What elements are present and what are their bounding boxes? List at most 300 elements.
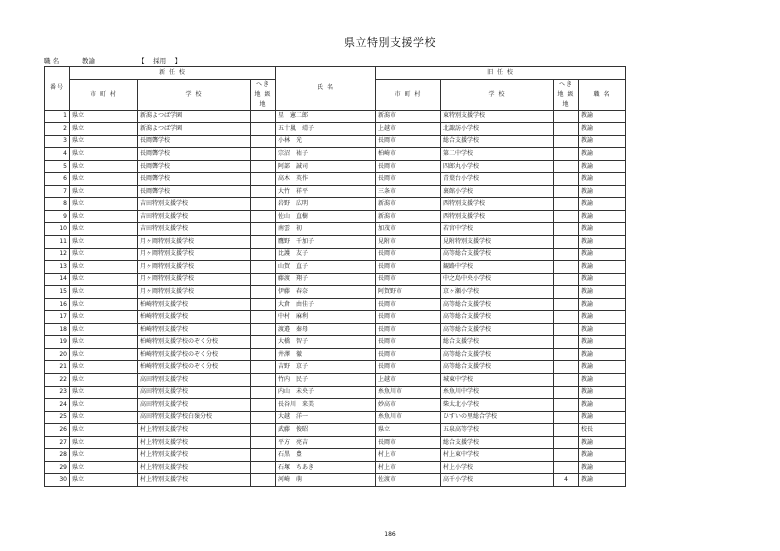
old-city: 長岡市 [376, 160, 441, 173]
new-school: 村上特別支援学校 [138, 474, 251, 487]
old-hekichi [554, 386, 579, 399]
table-row [45, 173, 626, 186]
new-hekichi [251, 374, 276, 387]
new-school: 新潟よつば学園 [138, 123, 251, 136]
old-school: 村上東中学校 [441, 449, 554, 462]
old-hekichi [554, 236, 579, 249]
old-hekichi [554, 261, 579, 274]
old-position: 教諭 [579, 336, 626, 349]
person-name: 阿部 誠司 [276, 160, 376, 173]
old-city: 村上市 [376, 461, 441, 474]
new-hekichi [251, 236, 276, 249]
row-number: 28 [45, 449, 70, 462]
new-hekichi [251, 399, 276, 412]
old-school: 東特別支援学校 [441, 110, 554, 123]
table-row [45, 386, 626, 399]
row-number: 13 [45, 261, 70, 274]
old-school: 西特別支援学校 [441, 198, 554, 211]
person-name: 河崎 萌 [276, 474, 376, 487]
old-hekichi [554, 374, 579, 387]
old-hekichi [554, 273, 579, 286]
header-new-city: 市 町 村 [70, 79, 138, 110]
old-position: 教諭 [579, 361, 626, 374]
person-name: 五十嵐 靖子 [276, 123, 376, 136]
personnel-table [44, 66, 626, 487]
new-city: 県立 [70, 399, 138, 412]
new-school: 柏崎特別支援学校 [138, 311, 251, 324]
old-school: 中之島中央小学校 [441, 273, 554, 286]
new-city: 県立 [70, 148, 138, 161]
new-hekichi [251, 336, 276, 349]
old-city: 長岡市 [376, 298, 441, 311]
old-position: 教諭 [579, 148, 626, 161]
old-hekichi [554, 436, 579, 449]
row-number: 7 [45, 185, 70, 198]
old-school: 総合支援学校 [441, 135, 554, 148]
header-bango: 番号 [45, 67, 70, 111]
row-number: 24 [45, 399, 70, 412]
old-position: 教諭 [579, 286, 626, 299]
new-city: 県立 [70, 273, 138, 286]
table-row [45, 399, 626, 412]
header-old-school: 学 校 [441, 79, 554, 110]
old-school: 観路中学校 [441, 261, 554, 274]
new-school: 月ヶ岡特別支援学校 [138, 273, 251, 286]
header-new-school: 学 校 [138, 79, 251, 110]
person-name: 竹内 民子 [276, 374, 376, 387]
old-hekichi [554, 424, 579, 437]
new-city: 県立 [70, 361, 138, 374]
row-number: 2 [45, 123, 70, 136]
old-hekichi [554, 361, 579, 374]
old-city: 長岡市 [376, 261, 441, 274]
old-city: 長岡市 [376, 173, 441, 186]
old-school: 裏館小学校 [441, 185, 554, 198]
new-hekichi [251, 461, 276, 474]
table-row [45, 135, 626, 148]
old-position: 教諭 [579, 474, 626, 487]
old-hekichi [554, 311, 579, 324]
new-hekichi [251, 123, 276, 136]
new-city: 県立 [70, 374, 138, 387]
old-position: 教諭 [579, 323, 626, 336]
old-city: 新潟市 [376, 210, 441, 223]
row-number: 29 [45, 461, 70, 474]
new-city: 県立 [70, 160, 138, 173]
old-hekichi [554, 223, 579, 236]
new-school: 吉田特別支援学校 [138, 198, 251, 211]
new-school: 高田特別支援学校 [138, 374, 251, 387]
old-position: 教諭 [579, 386, 626, 399]
old-hekichi [554, 298, 579, 311]
old-school: 高等総合支援学校 [441, 311, 554, 324]
old-position: 教諭 [579, 348, 626, 361]
new-city: 県立 [70, 110, 138, 123]
row-number: 26 [45, 424, 70, 437]
old-position: 教諭 [579, 374, 626, 387]
new-hekichi [251, 474, 276, 487]
new-city: 県立 [70, 123, 138, 136]
new-school: 柏崎特別支援学校のぞく分校 [138, 361, 251, 374]
old-position: 教諭 [579, 236, 626, 249]
row-number: 30 [45, 474, 70, 487]
old-city: 三条市 [376, 185, 441, 198]
new-hekichi [251, 386, 276, 399]
old-hekichi [554, 135, 579, 148]
old-school: 見附特別支援学校 [441, 236, 554, 249]
row-number: 27 [45, 436, 70, 449]
row-number: 18 [45, 323, 70, 336]
new-school: 柏崎特別支援学校のぞく分校 [138, 348, 251, 361]
row-number: 14 [45, 273, 70, 286]
person-name: 石塚 ちあき [276, 461, 376, 474]
page-number: 186 [384, 531, 396, 538]
person-name: 宗沼 祐子 [276, 148, 376, 161]
person-name: 星 憲二郎 [276, 110, 376, 123]
new-hekichi [251, 424, 276, 437]
old-school: 村上小学校 [441, 461, 554, 474]
new-city: 県立 [70, 386, 138, 399]
person-name: 高木 英作 [276, 173, 376, 186]
person-name: 伊藤 春奈 [276, 286, 376, 299]
new-school: 長岡聾学校 [138, 148, 251, 161]
new-city: 県立 [70, 311, 138, 324]
old-school: ひすいの里総合学校 [441, 411, 554, 424]
new-hekichi [251, 348, 276, 361]
new-hekichi [251, 323, 276, 336]
new-hekichi [251, 449, 276, 462]
header-old-hekichi: へき地 級 地 [554, 79, 579, 110]
new-city: 県立 [70, 436, 138, 449]
table-row [45, 273, 626, 286]
old-city: 上越市 [376, 123, 441, 136]
person-name: 井澤 徹 [276, 348, 376, 361]
table-row [45, 160, 626, 173]
old-city: 佐渡市 [376, 474, 441, 487]
old-hekichi [554, 123, 579, 136]
old-hekichi [554, 399, 579, 412]
new-school: 吉田特別支援学校 [138, 210, 251, 223]
old-city: 新潟市 [376, 198, 441, 211]
old-city: 県立 [376, 424, 441, 437]
old-school: 高等総合支援学校 [441, 298, 554, 311]
new-city: 県立 [70, 336, 138, 349]
person-name: 岩野 広明 [276, 198, 376, 211]
row-number: 19 [45, 336, 70, 349]
new-school: 月ヶ岡特別支援学校 [138, 236, 251, 249]
new-school: 高田特別支援学校白嶺分校 [138, 411, 251, 424]
new-hekichi [251, 436, 276, 449]
row-number: 23 [45, 386, 70, 399]
old-city: 長岡市 [376, 135, 441, 148]
table-row [45, 361, 626, 374]
row-number: 1 [45, 110, 70, 123]
old-hekichi [554, 148, 579, 161]
row-number: 10 [45, 223, 70, 236]
header-old-position: 職 名 [579, 79, 626, 110]
old-position: 教諭 [579, 449, 626, 462]
old-position: 教諭 [579, 311, 626, 324]
person-name: 小林 光 [276, 135, 376, 148]
new-school: 新潟よつば学園 [138, 110, 251, 123]
new-hekichi [251, 298, 276, 311]
table-row [45, 311, 626, 324]
row-number: 4 [45, 148, 70, 161]
old-city: 長岡市 [376, 248, 441, 261]
new-city: 県立 [70, 411, 138, 424]
table-row [45, 298, 626, 311]
old-school: 柴太北小学校 [441, 399, 554, 412]
new-city: 県立 [70, 298, 138, 311]
old-city: 糸魚川市 [376, 386, 441, 399]
row-number: 5 [45, 160, 70, 173]
old-hekichi [554, 185, 579, 198]
new-hekichi [251, 198, 276, 211]
old-hekichi [554, 461, 579, 474]
shokumei-label: 職 名 [44, 57, 60, 65]
table-row [45, 374, 626, 387]
new-city: 県立 [70, 135, 138, 148]
new-school: 長岡聾学校 [138, 160, 251, 173]
new-school: 村上特別支援学校 [138, 424, 251, 437]
old-school: 高千小学校 [441, 474, 554, 487]
table-row [45, 261, 626, 274]
old-hekichi [554, 110, 579, 123]
table-row [45, 348, 626, 361]
new-city: 県立 [70, 348, 138, 361]
new-hekichi [251, 110, 276, 123]
table-row [45, 210, 626, 223]
table-row [45, 248, 626, 261]
old-school: 高等総合支援学校 [441, 323, 554, 336]
row-number: 16 [45, 298, 70, 311]
new-hekichi [251, 148, 276, 161]
header-old-city: 市 町 村 [376, 79, 441, 110]
table-row [45, 474, 626, 487]
person-name: 内山 未央子 [276, 386, 376, 399]
old-school: 青葉台小学校 [441, 173, 554, 186]
old-school: 総合支援学校 [441, 336, 554, 349]
table-row [45, 449, 626, 462]
old-position: 教諭 [579, 261, 626, 274]
new-school: 柏崎特別支援学校のぞく分校 [138, 336, 251, 349]
new-city: 県立 [70, 223, 138, 236]
old-city: 長岡市 [376, 436, 441, 449]
new-city: 県立 [70, 474, 138, 487]
person-name: 大橋 智子 [276, 336, 376, 349]
page-title: 県立特別支援学校 [344, 36, 436, 49]
new-school: 長岡聾学校 [138, 185, 251, 198]
person-name: 大倉 由佳子 [276, 298, 376, 311]
old-hekichi [554, 210, 579, 223]
row-number: 9 [45, 210, 70, 223]
old-city: 上越市 [376, 374, 441, 387]
person-name: 山賀 直子 [276, 261, 376, 274]
new-city: 県立 [70, 323, 138, 336]
table-row [45, 323, 626, 336]
old-city: 長岡市 [376, 336, 441, 349]
table-row [45, 123, 626, 136]
new-school: 高田特別支援学校 [138, 386, 251, 399]
table-row [45, 185, 626, 198]
new-hekichi [251, 160, 276, 173]
row-number: 11 [45, 236, 70, 249]
new-hekichi [251, 261, 276, 274]
old-position: 教諭 [579, 210, 626, 223]
old-position: 教諭 [579, 436, 626, 449]
new-city: 県立 [70, 261, 138, 274]
old-position: 教諭 [579, 135, 626, 148]
person-name: 藤渡 翔子 [276, 273, 376, 286]
new-school: 長岡聾学校 [138, 135, 251, 148]
old-city: 柏崎市 [376, 148, 441, 161]
old-hekichi: 4 [554, 474, 579, 487]
table-row [45, 198, 626, 211]
person-name: 比護 友子 [276, 248, 376, 261]
table-row [45, 411, 626, 424]
new-hekichi [251, 273, 276, 286]
old-position: 教諭 [579, 461, 626, 474]
new-school: 柏崎特別支援学校 [138, 323, 251, 336]
old-school: 高等総合支援学校 [441, 248, 554, 261]
old-city: 加茂市 [376, 223, 441, 236]
new-school: 吉田特別支援学校 [138, 223, 251, 236]
new-city: 県立 [70, 198, 138, 211]
header-new-hekichi: へき地 級 地 [251, 79, 276, 110]
table-row [45, 110, 626, 123]
new-hekichi [251, 361, 276, 374]
row-number: 21 [45, 361, 70, 374]
new-hekichi [251, 210, 276, 223]
person-name: 平方 亮吉 [276, 436, 376, 449]
old-city: 長岡市 [376, 273, 441, 286]
old-school: 西特別支援学校 [441, 210, 554, 223]
new-school: 村上特別支援学校 [138, 449, 251, 462]
new-city: 県立 [70, 173, 138, 186]
person-name: 渡邉 秦母 [276, 323, 376, 336]
old-city: 長岡市 [376, 361, 441, 374]
meta-line [44, 56, 181, 65]
old-hekichi [554, 323, 579, 336]
old-school: 総合支援学校 [441, 436, 554, 449]
old-position: 校長 [579, 424, 626, 437]
table-row [45, 286, 626, 299]
old-hekichi [554, 411, 579, 424]
old-school: 北諏訪小学校 [441, 123, 554, 136]
new-school: 月ヶ岡特別支援学校 [138, 286, 251, 299]
new-city: 県立 [70, 424, 138, 437]
hiring-type: 【 採用 】 [138, 57, 182, 65]
row-number: 17 [45, 311, 70, 324]
old-city: 見附市 [376, 236, 441, 249]
new-city: 県立 [70, 210, 138, 223]
person-name: 吉野 京子 [276, 361, 376, 374]
row-number: 3 [45, 135, 70, 148]
old-hekichi [554, 348, 579, 361]
old-school: 高等総合支援学校 [441, 348, 554, 361]
old-city: 長岡市 [376, 348, 441, 361]
old-position: 教諭 [579, 411, 626, 424]
new-city: 県立 [70, 286, 138, 299]
old-school: 五泉高等学校 [441, 424, 554, 437]
table-row [45, 223, 626, 236]
table-row [45, 148, 626, 161]
old-position: 教諭 [579, 185, 626, 198]
header-name: 氏 名 [276, 67, 376, 111]
new-hekichi [251, 135, 276, 148]
new-school: 村上特別支援学校 [138, 436, 251, 449]
new-hekichi [251, 248, 276, 261]
old-position: 教諭 [579, 123, 626, 136]
row-number: 6 [45, 173, 70, 186]
old-position: 教諭 [579, 173, 626, 186]
old-city: 妙高市 [376, 399, 441, 412]
old-hekichi [554, 286, 579, 299]
row-number: 12 [45, 248, 70, 261]
old-city: 糸魚川市 [376, 411, 441, 424]
new-school: 村上特別支援学校 [138, 461, 251, 474]
old-position: 教諭 [579, 399, 626, 412]
table-row [45, 436, 626, 449]
row-number: 15 [45, 286, 70, 299]
old-position: 教諭 [579, 110, 626, 123]
new-school: 月ヶ岡特別支援学校 [138, 261, 251, 274]
row-number: 8 [45, 198, 70, 211]
new-hekichi [251, 411, 276, 424]
new-city: 県立 [70, 248, 138, 261]
old-position: 教諭 [579, 273, 626, 286]
new-school: 柏崎特別支援学校 [138, 298, 251, 311]
row-number: 22 [45, 374, 70, 387]
table-row [45, 424, 626, 437]
new-school: 高田特別支援学校 [138, 399, 251, 412]
old-city: 長岡市 [376, 323, 441, 336]
table-row [45, 336, 626, 349]
old-school: 若宮中学校 [441, 223, 554, 236]
row-number: 20 [45, 348, 70, 361]
old-city: 阿賀野市 [376, 286, 441, 299]
old-school: 四郎丸小学校 [441, 160, 554, 173]
old-city: 村上市 [376, 449, 441, 462]
table-row [45, 461, 626, 474]
person-name: 南雲 初 [276, 223, 376, 236]
new-hekichi [251, 286, 276, 299]
old-position: 教諭 [579, 160, 626, 173]
person-name: 大竹 祥平 [276, 185, 376, 198]
old-school: 高等総合支援学校 [441, 361, 554, 374]
old-city: 長岡市 [376, 311, 441, 324]
person-name: 中村 麻利 [276, 311, 376, 324]
person-name: 大越 洋一 [276, 411, 376, 424]
old-hekichi [554, 173, 579, 186]
person-name: 長谷川 来美 [276, 399, 376, 412]
old-hekichi [554, 198, 579, 211]
new-hekichi [251, 223, 276, 236]
new-hekichi [251, 173, 276, 186]
old-position: 教諭 [579, 248, 626, 261]
new-hekichi [251, 311, 276, 324]
old-hekichi [554, 449, 579, 462]
new-city: 県立 [70, 236, 138, 249]
person-name: 鷹野 千加子 [276, 236, 376, 249]
new-hekichi [251, 185, 276, 198]
old-school: 第二中学校 [441, 148, 554, 161]
old-school: 城東中学校 [441, 374, 554, 387]
old-position: 教諭 [579, 298, 626, 311]
old-school: 糸魚川中学校 [441, 386, 554, 399]
old-position: 教諭 [579, 223, 626, 236]
header-old-post: 旧 任 校 [376, 67, 626, 80]
